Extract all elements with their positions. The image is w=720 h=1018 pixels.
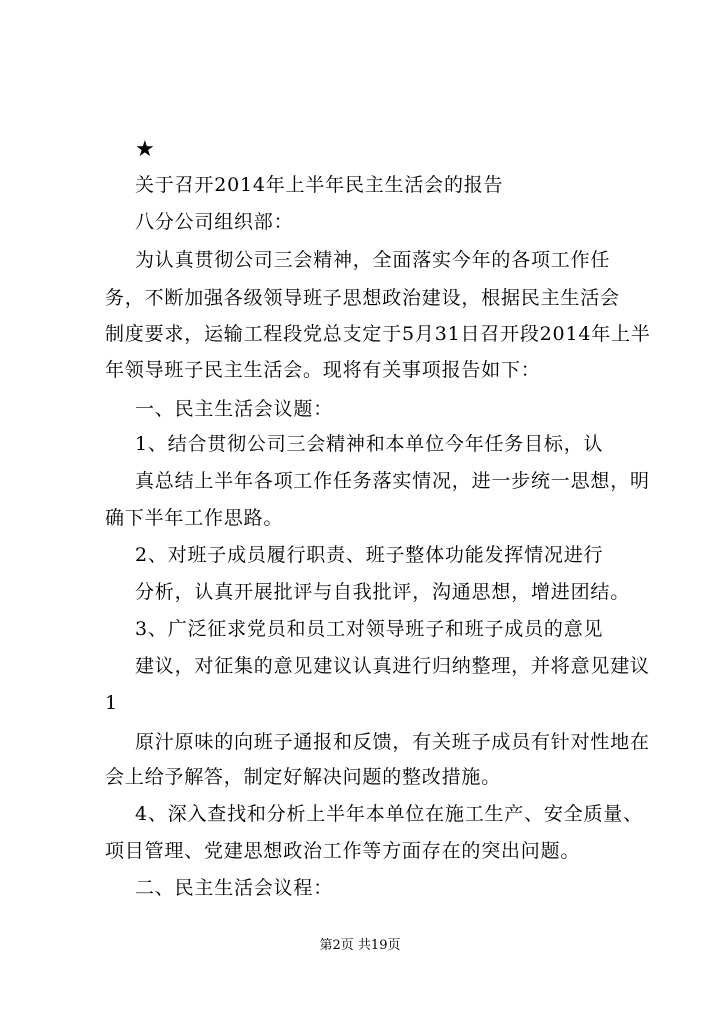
page-footer: 第2页 共19页 [319,938,401,953]
item-line: 项目管理、党建思想政治工作等方面存在的突出问题。 [105,840,581,862]
intro-line: 年领导班子民主生活会。现将有关事项报告如下： [105,359,541,381]
section-heading: 一、民主生活会议题： [135,398,334,420]
intro-line: 务，不断加强各级领导班子思想政治建设，根据民主生活会 [105,287,620,309]
item-line: 4、深入查找和分析上半年本单位在施工生产、安全质量、 [135,803,643,825]
item-line: 会上给予解答，制定好解决问题的整改措施。 [105,766,502,788]
item-line: 原汁原味的向班子通报和反馈，有关班子成员有针对性地在 [135,731,650,753]
page-marker: 1 [105,692,118,714]
item-line: 真总结上半年各项工作任务落实情况，进一步统一思想，明 [135,470,650,492]
item-line: 分析，认真开展批评与自我批评，沟通思想，增进团结。 [135,581,631,603]
item-line: 确下半年工作思路。 [105,507,284,529]
item-line: 1、结合贯彻公司三会精神和本单位今年任务目标，认 [135,433,604,455]
item-line: 建议，对征集的意见建议认真进行归纳整理，并将意见建议 [135,655,650,677]
section-heading: 二、民主生活会议程： [135,877,334,899]
recipient-line: 八分公司组织部： [135,211,294,233]
intro-line: 为认真贯彻公司三会精神，全面落实今年的各项工作任 [135,249,611,271]
item-line: 3、广泛征求党员和员工对领导班子和班子成员的意见 [135,618,604,640]
item-line: 2、对班子成员履行职责、班子整体功能发挥情况进行 [135,544,604,566]
intro-line: 制度要求，运输工程段党总支定于5月31日召开段2014年上半 [105,323,651,345]
star-icon: ★ [135,137,155,162]
document-title: 关于召开2014年上半年民主生活会的报告 [135,174,504,196]
